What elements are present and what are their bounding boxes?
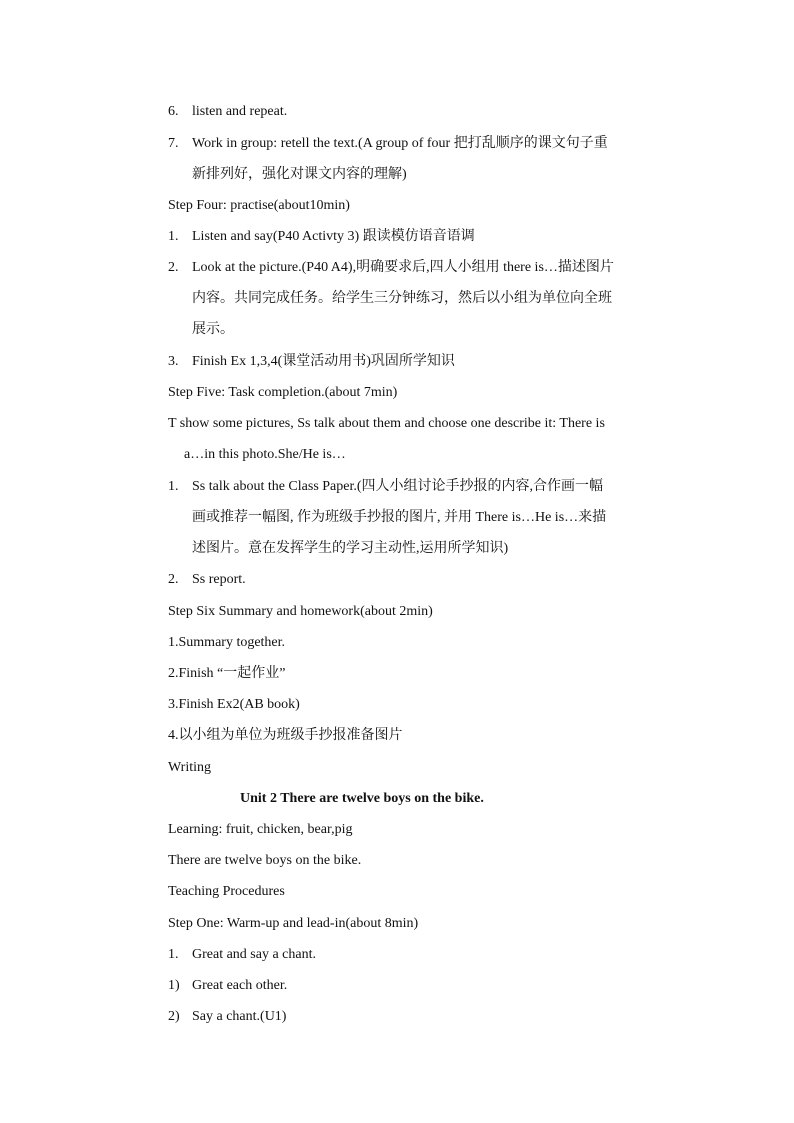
list-item: [168, 977, 688, 995]
list-text: Listen and say(P40 Activty 3) 跟读模仿语音语调: [192, 229, 475, 244]
step-heading: Step Six Summary and homework(about 2min): [168, 604, 433, 619]
list-item-continuation: 展示。: [192, 322, 234, 337]
list-text: Ss talk about the Class Paper.(四人小组讨论手抄报的内容,合作画一幅: [192, 479, 604, 494]
list-number: 1.: [168, 229, 179, 244]
section-label: Writing: [168, 760, 211, 775]
list-item-continuation: 画或推荐一幅图, 作为班级手抄报的图片, 并用 There is…He is…来描: [192, 510, 607, 525]
list-number: 1.: [168, 479, 179, 494]
unit-title: Unit 2 There are twelve boys on the bike.: [240, 791, 484, 806]
list-number: 1.: [168, 947, 179, 962]
list-text: listen and repeat.: [192, 104, 288, 119]
list-text: Look at the picture.(P40 A4),明确要求后,四人小组用 there is…描述图片: [192, 260, 614, 275]
list-text: Work in group: retell the text.(A group of four 把打乱顺序的课文句子重: [192, 136, 608, 151]
list-item: [168, 228, 688, 246]
list-number: 2.: [168, 572, 179, 587]
paragraph: T show some pictures, Ss talk about them and choose one describe it: There is: [168, 416, 605, 431]
paragraph: There are twelve boys on the bike.: [168, 853, 362, 868]
paragraph-continuation: a…in this photo.She/He is…: [184, 447, 346, 462]
list-number: 6.: [168, 104, 179, 119]
list-item: [168, 946, 688, 964]
list-number: 3.: [168, 354, 179, 369]
list-item: [168, 571, 688, 589]
list-text: Say a chant.(U1): [192, 1009, 287, 1024]
list-item: 1.Summary together.: [168, 635, 286, 650]
list-item: 2.Finish “一起作业”: [168, 666, 286, 681]
learning-line: Learning: fruit, chicken, bear,pig: [168, 822, 353, 837]
list-item: [168, 135, 688, 153]
list-number: 7.: [168, 136, 179, 151]
list-item: [168, 1008, 688, 1026]
list-item-continuation: 内容。共同完成任务。给学生三分钟练习，然后以小组为单位向全班: [192, 291, 612, 306]
list-item: 3.Finish Ex2(AB book): [168, 697, 300, 712]
list-text: Ss report.: [192, 572, 246, 587]
list-item: [168, 103, 688, 121]
list-text: Finish Ex 1,3,4(课堂活动用书)巩固所学知识: [192, 354, 455, 369]
list-number: 2.: [168, 260, 179, 275]
list-number: 2): [168, 1009, 180, 1024]
list-item: [168, 478, 688, 496]
list-item: [168, 259, 688, 277]
list-item-continuation: 新排列好，强化对课文内容的理解): [192, 167, 407, 182]
section-label: Teaching Procedures: [168, 884, 285, 899]
list-item-continuation: 述图片。意在发挥学生的学习主动性,运用所学知识): [192, 541, 509, 556]
step-heading: Step Four: practise(about10min): [168, 198, 350, 213]
step-heading: Step One: Warm-up and lead-in(about 8min): [168, 916, 419, 931]
list-number: 1): [168, 978, 180, 993]
list-item: [168, 353, 688, 371]
list-text: Great each other.: [192, 978, 288, 993]
step-heading: Step Five: Task completion.(about 7min): [168, 385, 398, 400]
list-text: Great and say a chant.: [192, 947, 316, 962]
list-item: 4.以小组为单位为班级手抄报准备图片: [168, 728, 403, 743]
